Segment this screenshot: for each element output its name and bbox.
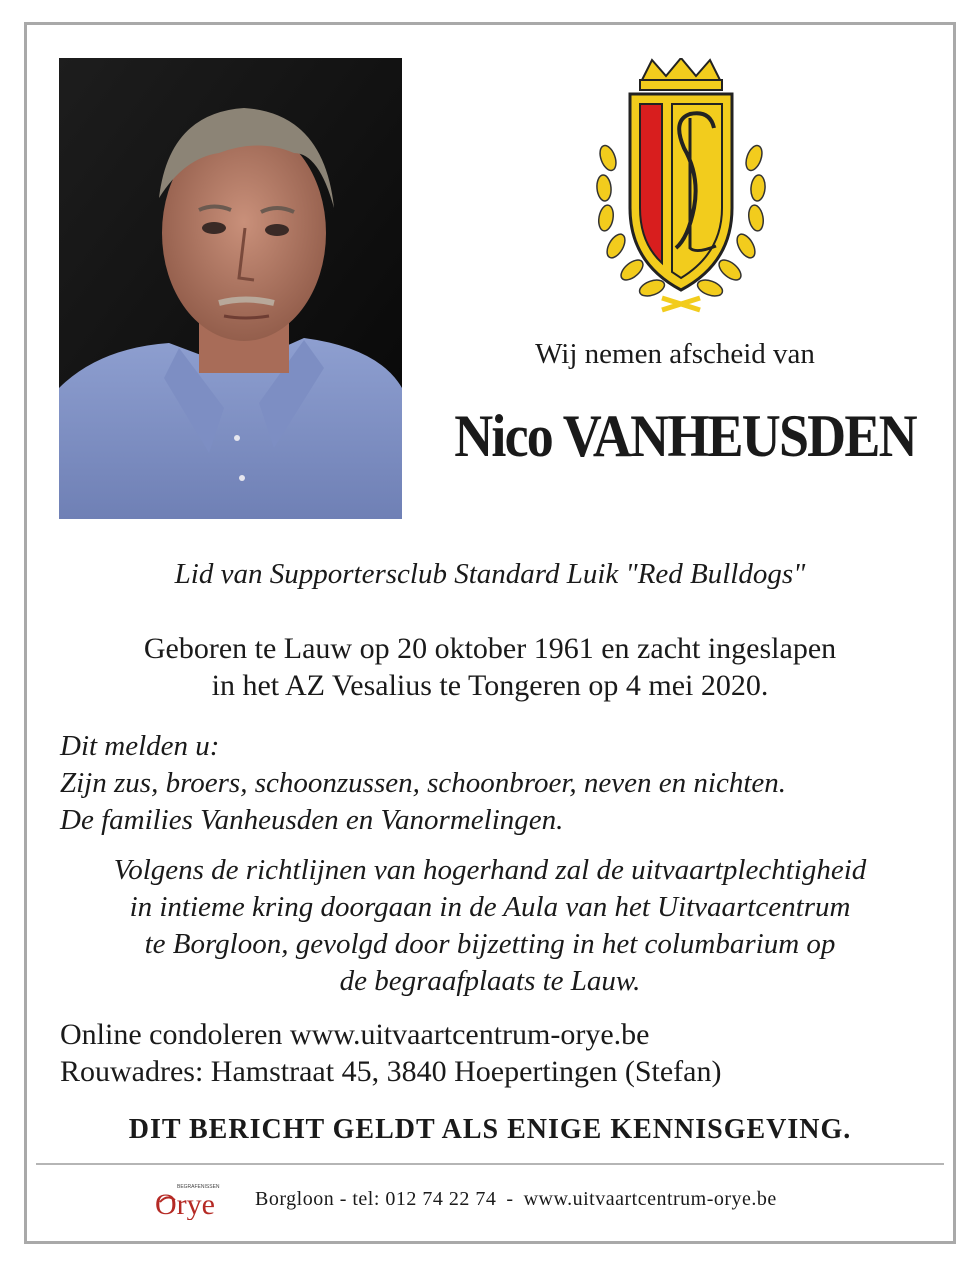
logo-wordmark: Orye — [155, 1188, 215, 1220]
club-membership: Lid van Supportersclub Standard Luik "Red Bulldogs" — [174, 558, 806, 590]
online-condolences: Online condoleren www.uitvaartcentrum-orye.be — [60, 1018, 650, 1051]
footer — [150, 1180, 910, 1220]
footer-separator: - — [506, 1188, 514, 1210]
birth-line: Geboren te Lauw op 20 oktober 1961 en zacht ingeslapen — [143, 632, 837, 665]
funeral-info — [40, 852, 940, 1000]
contact-info — [60, 1016, 940, 1090]
logo-tagline: BEGRAFENISSEN — [177, 1184, 220, 1190]
footer-contact-line — [255, 1188, 777, 1211]
notice-statement: DIT BERICHT GELDT ALS ENIGE KENNISGEVING. — [128, 1114, 852, 1145]
orye-logo — [155, 1180, 230, 1220]
footer-website[interactable]: www.uitvaartcentrum-orye.be — [523, 1188, 777, 1210]
funeral-line: Volgens de richtlijnen van hogerhand zal de uitvaartplechtigheid — [113, 854, 867, 886]
standard-liege-crest — [592, 58, 770, 316]
footer-divider — [36, 1163, 944, 1165]
announcement — [60, 728, 940, 839]
mourning-address: Rouwadres: Hamstraat 45, 3840 Hoepertingen (Stefan) — [60, 1055, 722, 1088]
announce-heading: Dit melden u: — [60, 730, 220, 762]
funeral-line: in intieme kring doorgaan in de Aula van het Uitvaartcentrum — [129, 891, 851, 923]
portrait-photo — [59, 58, 402, 519]
announce-family: Zijn zus, broers, schoonzussen, schoonbroer, neven en nichten. — [60, 767, 787, 799]
intro-text: Wij nemen afscheid van — [535, 338, 815, 370]
funeral-line: de begraafplaats te Lauw. — [339, 965, 641, 997]
deceased-name: Nico VANHEUSDEN — [454, 403, 916, 469]
announce-families: De families Vanheusden en Vanormelingen. — [60, 804, 564, 836]
birth-death-info — [40, 630, 940, 704]
funeral-line: te Borgloon, gevolgd door bijzetting in het columbarium op — [144, 928, 836, 960]
footer-phone: Borgloon - tel: 012 74 22 74 — [255, 1188, 497, 1210]
death-line: in het AZ Vesalius te Tongeren op 4 mei 2020. — [211, 669, 769, 702]
